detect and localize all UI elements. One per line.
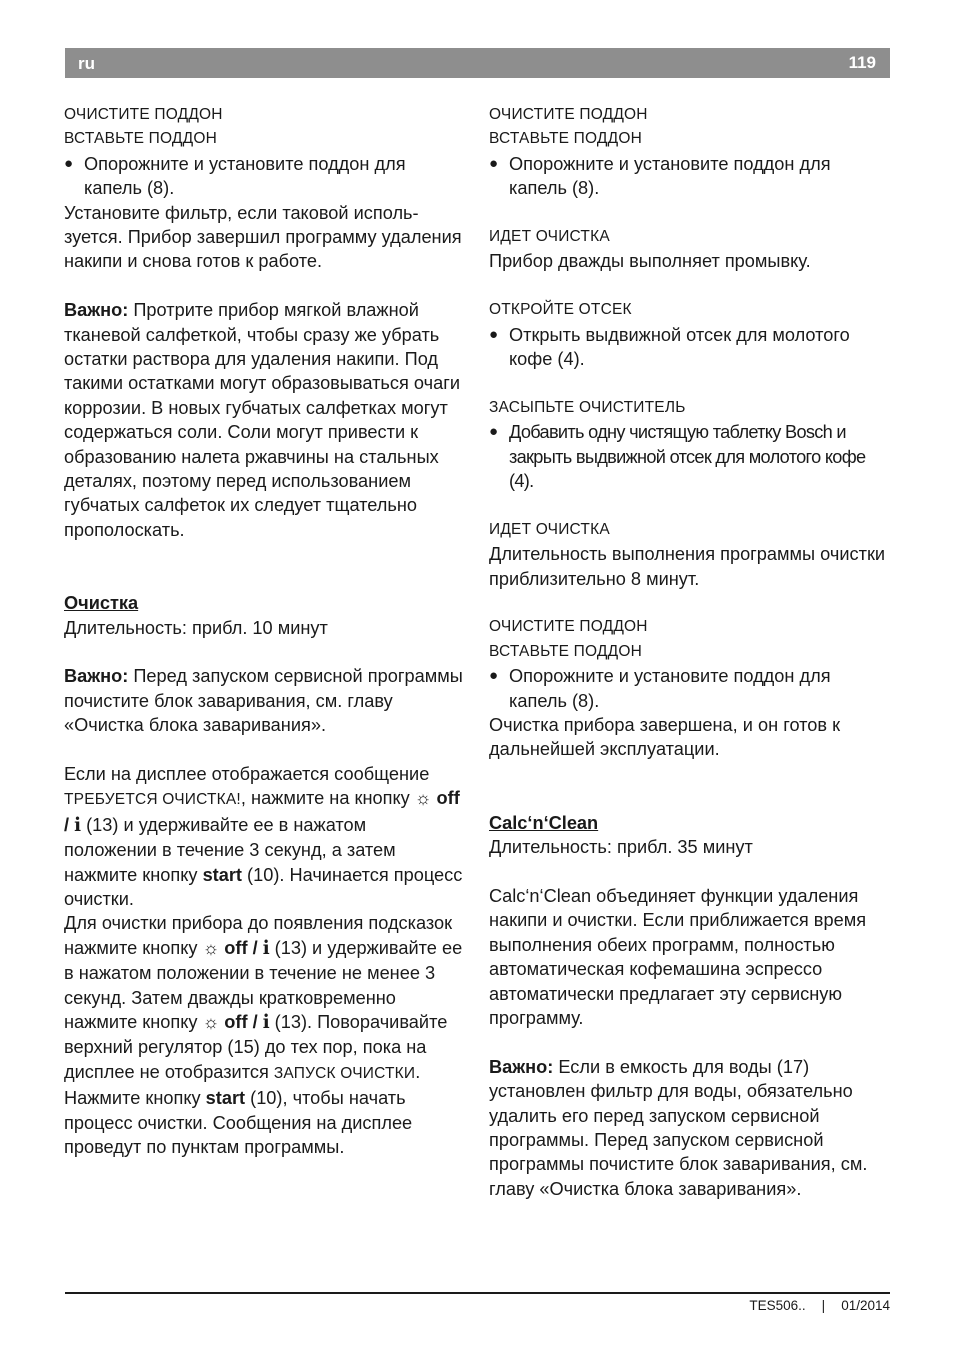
bullet-dot: ● xyxy=(489,325,499,343)
paragraph: Установите фильтр, если таковой используется. Прибор завершил программу удаления накипи и снова готов к работе. xyxy=(64,202,462,272)
header-bar xyxy=(65,48,890,78)
model-number: TES506.. xyxy=(749,1298,806,1313)
bullet-item xyxy=(489,152,889,201)
display-message: ОЧИСТИТЕ ПОДДОН xyxy=(64,106,223,123)
display-message: ИДЕТ ОЧИСТКА xyxy=(489,520,610,538)
bullet-item xyxy=(489,323,889,372)
language-code: ru xyxy=(78,54,95,73)
bullet-text: Открыть выдвижной отсек для молотого кофе (4). xyxy=(509,324,850,370)
paragraph: Очистка прибора завершена, и он готов к дальнейшей эксплуатации. xyxy=(489,715,841,760)
bullet-text: Опорожните и установите поддон для капель (8). xyxy=(509,666,831,711)
duration: Длительность: прибл. 10 минут xyxy=(64,617,328,638)
paragraph: Длительность выполнения программы очистки приблизительно 8 минут. xyxy=(489,544,886,589)
bullet-text: Добавить одну чистящую таблетку Bosch и закрыть выдвижной отсек для молотого кофе (4). xyxy=(509,422,866,492)
bullet-dot: ● xyxy=(489,667,499,685)
bullet-item xyxy=(489,664,889,713)
bullet-dot: ● xyxy=(489,423,499,441)
important-note: Важно: Перед запуском сервисной программы почистите блок заваривания, см. главу «Очистка блока заваривания». xyxy=(64,666,463,736)
footer-separator: | xyxy=(821,1298,826,1313)
footer-date: 01/2014 xyxy=(841,1298,890,1313)
sun-icon: ☼ xyxy=(414,788,432,809)
important-label: Важно: xyxy=(489,1056,554,1077)
display-message: ЗАПУСК ОЧИСТКИ xyxy=(273,1064,416,1082)
important-note: Важно: Протрите прибор мягкой влажной тканевой салфеткой, чтобы сразу же убрать остатки раствора для удаления накипи. Под такими остатками могут образовываться очаги коррозии. В новых губчатых салфетках могут содержаться соли. Соли могут привести к образованию налета ржавчины на стальных деталях, поэтому перед использованием губчатых салфеток их следует тщательно прополоскать. xyxy=(64,300,460,540)
start-label: start xyxy=(202,864,242,885)
display-message: ОЧИСТИТЕ ПОДДОН xyxy=(489,106,648,123)
display-message: ЗАСЫПЬТЕ ОЧИСТИТЕЛЬ xyxy=(489,398,686,416)
important-label: Важно: xyxy=(64,666,129,687)
duration: Длительность: прибл. 35 минут xyxy=(489,837,753,858)
bullet-item xyxy=(64,152,464,201)
section-title: Очистка xyxy=(64,593,139,614)
paragraph: Для очистки прибора до появления подсказок нажмите кнопку ☼ off / i (13) и удерживайте ее в нажатом положении в течение не менее 3 секунд. Затем дважды кратковременно нажмите кнопку ☼ off / i (13). Поворачивайте верхний регулятор (15) до тех пор, пока на дисплее не отобразится ЗАПУСК ОЧИСТКИ. Нажмите кнопку start (10), чтобы начать процесс очистки. Сообщения на дисплее проведут по пунктам программы. xyxy=(64,913,463,1157)
paragraph: Calc‘n‘Clean объединяет функции удаления накипи и очистки. Если приближается время выполнения обеих программ, полностью автоматическая кофемашина эспрессо автоматически предлагает эту сервисную программу. xyxy=(489,885,867,1028)
bullet-dot: ● xyxy=(489,154,499,172)
display-message: ОТКРОЙТЕ ОТСЕК xyxy=(489,301,632,319)
important-note: Важно: Если в емкость для воды (17) установлен фильтр для воды, обязательно удалить его перед запуском сервисной программы. Перед запуском сервисной программы почистите блок заваривания, см. главу «Очистка блока заваривания». xyxy=(489,1056,868,1199)
display-message: ВСТАВЬТЕ ПОДДОН xyxy=(64,130,217,148)
display-message: ОЧИСТИТЕ ПОДДОН xyxy=(489,618,648,636)
bullet-text: Опорожните и установите поддон для капель (8). xyxy=(84,153,406,199)
bullet-dot: ● xyxy=(64,154,74,172)
off-info-label: off / i xyxy=(64,788,460,836)
right-column xyxy=(489,103,889,1201)
bullet-item xyxy=(489,420,889,493)
page-number: 119 xyxy=(848,53,876,72)
display-message: ВСТАВЬТЕ ПОДДОН xyxy=(489,642,642,660)
footer-rule xyxy=(65,1292,890,1294)
display-message: ТРЕБУЕТСЯ ОЧИСТКА! xyxy=(64,791,241,809)
off-info-label: off / i xyxy=(224,1011,270,1033)
display-message: ВСТАВЬТЕ ПОДДОН xyxy=(489,130,642,148)
left-column xyxy=(64,103,464,1159)
off-info-label: off / i xyxy=(224,937,270,959)
bullet-text: Опорожните и установите поддон для капель (8). xyxy=(509,153,831,199)
sun-icon: ☼ xyxy=(202,937,220,958)
footer xyxy=(749,1298,890,1313)
paragraph: Прибор дважды выполняет промывку. xyxy=(489,251,811,272)
important-label: Важно: xyxy=(64,300,129,321)
start-label: start xyxy=(205,1088,246,1109)
section-title: Calc‘n‘Clean xyxy=(489,812,599,833)
display-message: ИДЕТ ОЧИСТКА xyxy=(489,228,610,246)
paragraph: Если на дисплее отображается сообщение ТРЕБУЕТСЯ ОЧИСТКА!, нажмите на кнопку ☼ off / i (13) и удерживайте ее в нажатом положении в течение 3 секунд, а затем нажмите кнопку start (10). Начинается процесс очистки. xyxy=(64,763,463,909)
sun-icon: ☼ xyxy=(202,1011,220,1032)
